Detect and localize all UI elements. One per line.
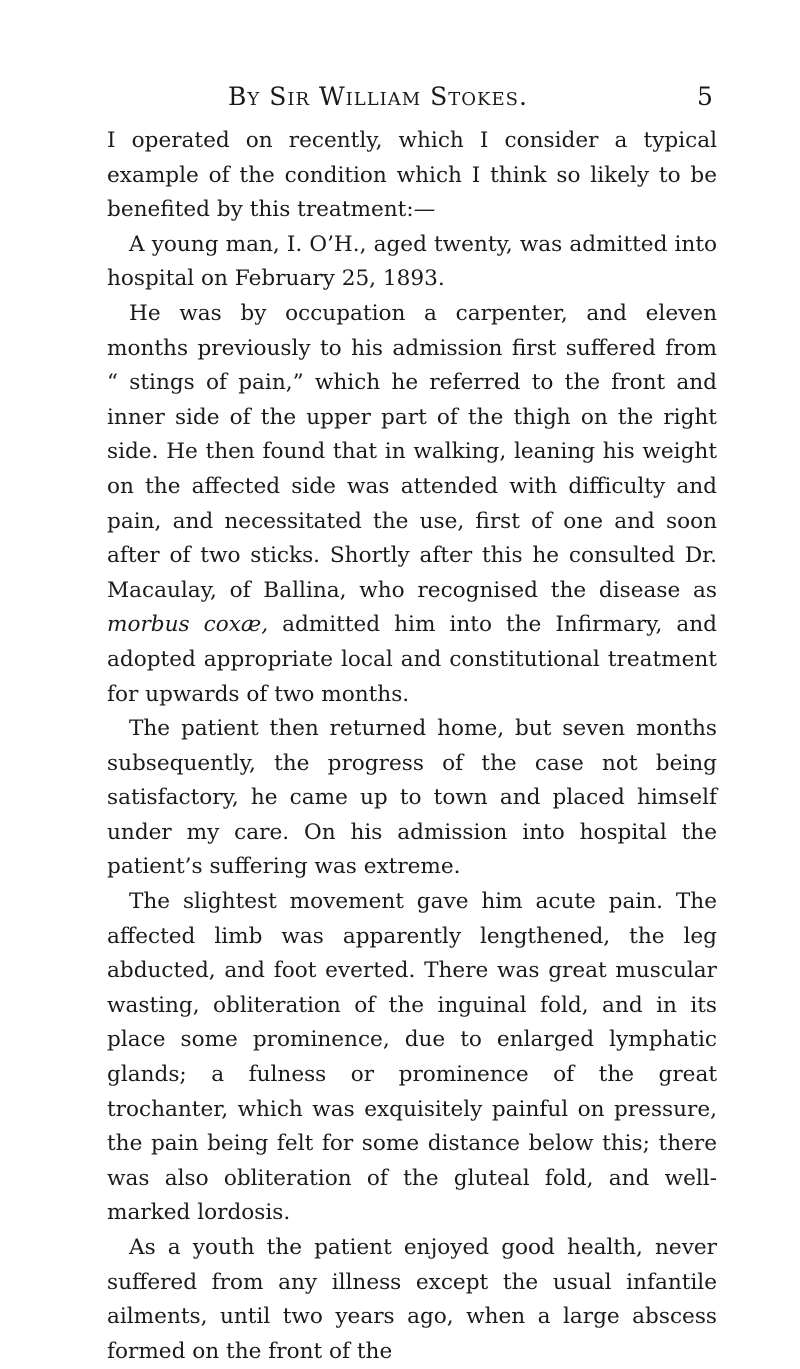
paragraph-4: The patient then returned home, but seven months subsequently, the progress of the case not being satisfactory, he came up to town and placed himself under my care. On his admission into hospital the patient’s suffering was extreme.	[107, 716, 717, 880]
page-number: 5	[697, 82, 713, 111]
paragraph-2: A young man, I. O’H., aged twenty, was admitted into hospital on February 25, 1893.	[107, 231, 717, 292]
running-title: By Sir William Stokes.	[228, 82, 528, 111]
paragraph-5: The slightest movement gave him acute pain. The affected limb was apparently lengthened, the leg abducted, and foot everted. There was great muscular wasting, obliteration of the inguinal fold, and in its place some prominence, due to enlarged lymphatic glands; a fulness or prominence of the great trochanter, which was exquisitely painful on pressure, the pain being felt for some distance below this; there was also obliteration of the gluteal fold, and well-marked lordosis.	[107, 889, 717, 1226]
paragraph-1: I operated on recently, which I consider a typical example of the condition which I think so likely to be benefited by this treatment:—	[107, 128, 717, 223]
page-header	[0, 82, 800, 122]
paragraph-6: As a youth the patient enjoyed good health, never suffered from any illness except the usual infantile ailments, until two years ago, when a large abscess formed on the front of the	[107, 1235, 717, 1364]
body-text	[107, 124, 717, 1369]
paragraph-3-part-a: He was by occupation a carpenter, and eleven months previously to his admission first suffered from “ stings of pain,” which he referred to the front and inner side of the upper part of the thigh on the right side. He then found that in walking, leaning his weight on the affected side was attended with difficulty and pain, and necessitated the use, first of one and soon after of two sticks. Shortly after this he consulted Dr. Macaulay, of Ballina, who recognised the disease as	[107, 300, 717, 603]
paragraph-3-part-b: admitted him into the Infirmary, and adopted appropriate local and constitutional treatment for upwards of two months.	[107, 612, 717, 707]
paragraph-3	[107, 297, 717, 712]
disease-name-italic: morbus coxæ,	[107, 612, 269, 638]
